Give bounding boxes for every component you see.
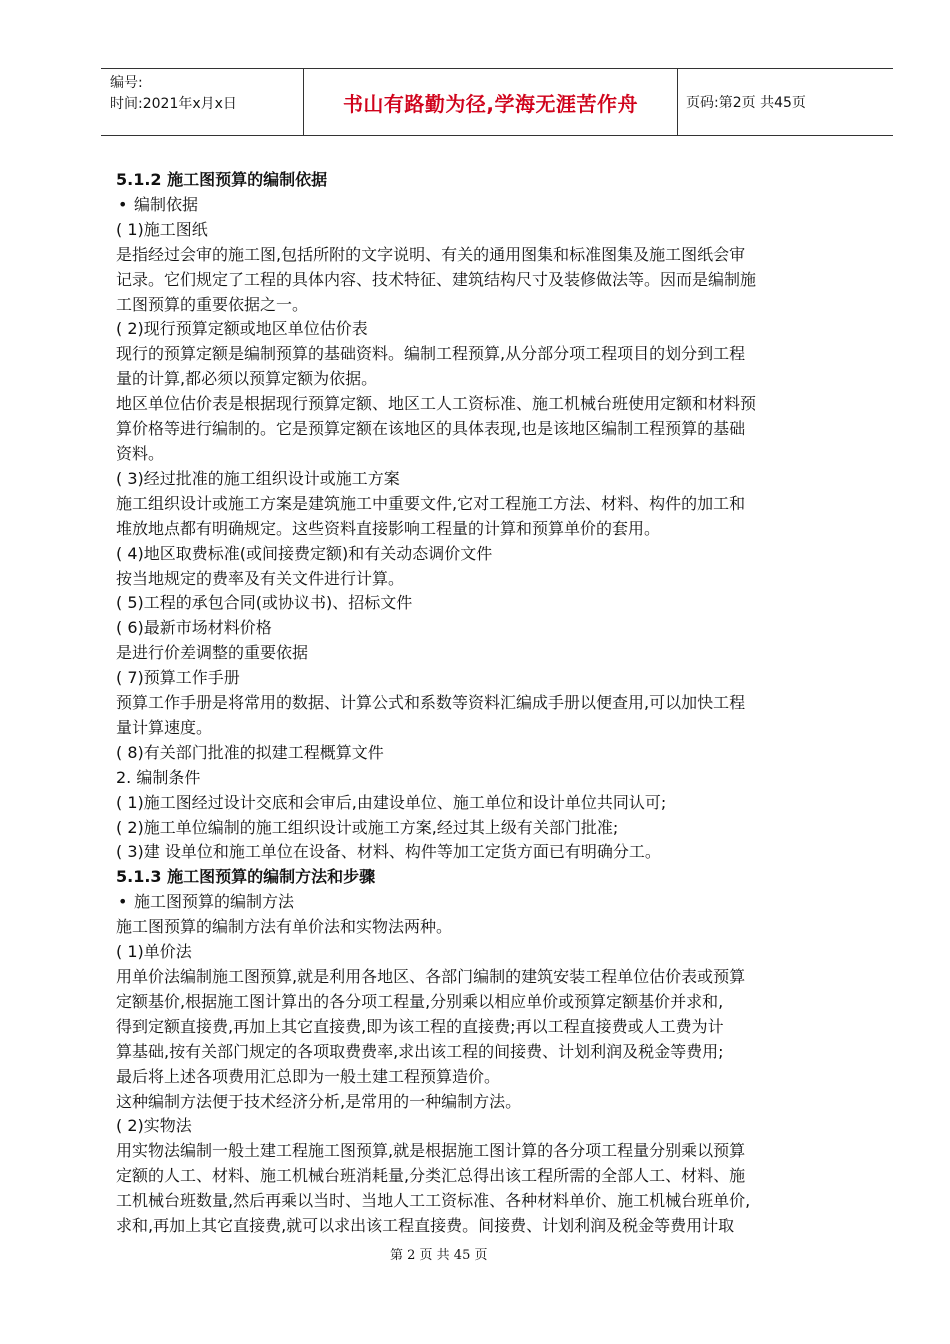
section-heading: 5.1.3 施工图预算的编制方法和步骤 [116, 867, 376, 887]
numbered-item: ( 3)经过批准的施工组织设计或施工方案 [116, 468, 400, 488]
paragraph-line: 用单价法编制施工图预算,就是利用各地区、各部门编制的建筑安装工程单位估价表或预算 [116, 967, 746, 986]
paragraph-line: 这种编制方法便于技术经济分析,是常用的一种编制方法。 [116, 1091, 522, 1111]
paragraph-line: 求和,再加上其它直接费,就可以求出该工程直接费。间接费、计划利润及税金等费用计取 [116, 1216, 735, 1236]
paragraph-line: 地区单位估价表是根据现行预算定额、地区工人工资标准、施工机械台班使用定额和材料预 [116, 394, 757, 414]
numbered-item: ( 8)有关部门批准的拟建工程概算文件 [116, 742, 384, 762]
header-page-cell [678, 69, 893, 135]
numbered-item: ( 1)施工图经过设计交底和会审后,由建设单位、施工单位和设计单位共同认可; [116, 792, 667, 812]
page-footer [0, 1244, 950, 1263]
header-motto-cell [304, 69, 678, 135]
paragraph-line: 用实物法编制一般土建工程施工图预算,就是根据施工图计算的各分项工程量分别乘以预算 [116, 1141, 746, 1161]
page-number-label: 页码:第2页 共45页 [686, 95, 806, 111]
page-header [101, 68, 893, 136]
numbered-item: ( 6)最新市场材料价格 [116, 618, 272, 638]
paragraph-line: 算基础,按有关部门规定的各项取费费率,求出该工程的间接费、计划利润及税金等费用; [116, 1041, 724, 1061]
bullet-item: • 编制依据 [116, 193, 886, 218]
numbered-item: ( 2)实物法 [116, 1116, 192, 1136]
paragraph-line: 定额的人工、材料、施工机械台班消耗量,分类汇总得出该工程所需的全部人工、材料、施 [116, 1166, 746, 1186]
paragraph-line: 是指经过会审的施工图,包括所附的文字说明、有关的通用图集和标准图集及施工图纸会审 [116, 244, 746, 264]
header-meta-cell [101, 69, 304, 135]
paragraph-line: 2. 编制条件 [116, 767, 201, 787]
paragraph-line: 施工组织设计或施工方案是建筑施工中重要文件,它对工程施工方法、材料、构件的加工和 [116, 493, 746, 513]
numbered-item: ( 5)工程的承包合同(或协议书)、招标文件 [116, 593, 413, 613]
paragraph-line: 算价格等进行编制的。它是预算定额在该地区的具体表现,也是该地区编制工程预算的基础 [116, 419, 746, 439]
numbered-item: ( 1)单价法 [116, 942, 192, 962]
paragraph-line: 预算工作手册是将常用的数据、计算公式和系数等资料汇编成手册以便查用,可以加快工程 [116, 693, 746, 713]
paragraph-line: 工机械台班数量,然后再乘以当时、当地人工工资标准、各种材料单价、施工机械台班单价, [116, 1191, 751, 1211]
numbered-item: ( 2)现行预算定额或地区单位估价表 [116, 319, 368, 339]
numbered-item: ( 2)施工单位编制的施工组织设计或施工方案,经过其上级有关部门批准; [116, 817, 619, 837]
paragraph-line: 记录。它们规定了工程的具体内容、技术特征、建筑结构尺寸及装修做法等。因而是编制施 [116, 269, 757, 289]
numbered-item: ( 4)地区取费标准(或间接费定额)和有关动态调价文件 [116, 543, 493, 563]
numbered-item: ( 1)施工图纸 [116, 219, 208, 239]
paragraph-line: 现行的预算定额是编制预算的基础资料。编制工程预算,从分部分项工程项目的划分到工程 [116, 344, 746, 364]
paragraph-line: 施工图预算的编制方法有单价法和实物法两种。 [116, 917, 453, 937]
footer-page-number: 第 2 页 共 45 页 [390, 1248, 488, 1263]
numbered-item: ( 7)预算工作手册 [116, 668, 240, 688]
number-label: 编号: [110, 75, 143, 91]
document-body [116, 168, 886, 1239]
paragraph-line: 得到定额直接费,再加上其它直接费,即为该工程的直接费;再以工程直接费或人工费为计 [116, 1016, 724, 1036]
bullet-item: • 施工图预算的编制方法 [116, 890, 886, 915]
paragraph-line: 是进行价差调整的重要依据 [116, 643, 309, 663]
paragraph-line: 资料。 [116, 443, 165, 463]
section-heading: 5.1.2 施工图预算的编制依据 [116, 170, 328, 189]
paragraph-line: 量的计算,都必须以预算定额为依据。 [116, 369, 378, 389]
numbered-item: ( 3)建 设单位和施工单位在设备、材料、构件等加工定货方面已有明确分工。 [116, 842, 661, 862]
motto-text: 书山有路勤为径,学海无涯苦作舟 [342, 91, 639, 116]
paragraph-line: 最后将上述各项费用汇总即为一般土建工程预算造价。 [116, 1066, 501, 1086]
time-label: 时间:2021年x月x日 [110, 96, 237, 112]
paragraph-line: 按当地规定的费率及有关文件进行计算。 [116, 568, 405, 588]
paragraph-line: 定额基价,根据施工图计算出的各分项工程量,分别乘以相应单价或预算定额基价并求和, [116, 991, 724, 1011]
paragraph-line: 量计算速度。 [116, 717, 213, 737]
paragraph-line: 堆放地点都有明确规定。这些资料直接影响工程量的计算和预算单价的套用。 [116, 518, 661, 538]
paragraph-line: 工图预算的重要依据之一。 [116, 294, 309, 314]
